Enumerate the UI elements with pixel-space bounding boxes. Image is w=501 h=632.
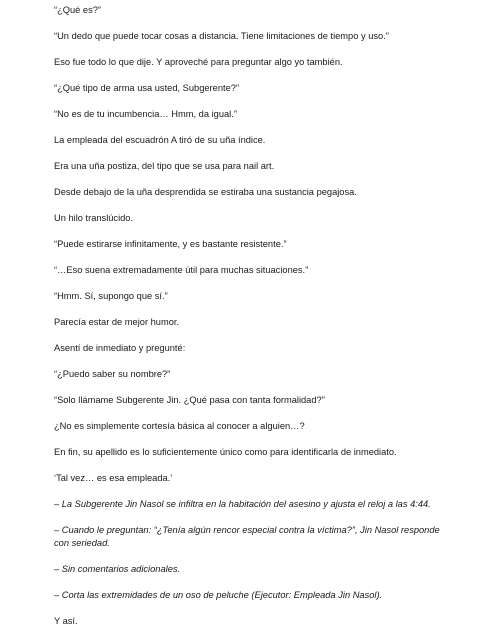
- italic-note: – Corta las extremidades de un oso de peluche (Ejecutor: Empleada Jin Nasol).: [54, 590, 383, 600]
- italic-note: – La Subgerente Jin Nasol se infiltra en la habitación del asesino y ajusta el reloj a las 4:44.: [54, 499, 431, 509]
- paragraph: La empleada del escuadrón A tiró de su uña índice.: [54, 135, 266, 145]
- paragraph: Y así.: [54, 616, 78, 626]
- paragraph: Un hilo translúcido.: [54, 213, 134, 223]
- paragraph: “¿Qué tipo de arma usa usted, Subgerente?”: [54, 83, 240, 93]
- paragraph: “¿Qué es?”: [54, 5, 102, 15]
- paragraph: “Puede estirarse infinitamente, y es bastante resistente.”: [54, 239, 287, 249]
- paragraph: Era una uña postiza, del tipo que se usa para nail art.: [54, 161, 275, 171]
- italic-note: – Sin comentarios adicionales.: [54, 564, 181, 574]
- paragraph: “No es de tu incumbencia… Hmm, da igual.”: [54, 109, 237, 119]
- paragraph: Desde debajo de la uña desprendida se estiraba una sustancia pegajosa.: [54, 187, 357, 197]
- paragraph: Asentí de inmediato y pregunté:: [54, 343, 186, 353]
- paragraph: ¿No es simplemente cortesía básica al conocer a alguien…?: [54, 421, 305, 431]
- paragraph: “Hmm. Sí, supongo que sí.”: [54, 291, 168, 301]
- paragraph: “…Eso suena extremadamente útil para muchas situaciones.”: [54, 265, 309, 275]
- paragraph: Parecía estar de mejor humor.: [54, 317, 180, 327]
- paragraph: ‘Tal vez… es esa empleada.’: [54, 473, 173, 483]
- paragraph: Eso fue todo lo que dije. Y aproveché para preguntar algo yo también.: [54, 57, 343, 67]
- paragraph: “Solo llámame Subgerente Jin. ¿Qué pasa con tanta formalidad?”: [54, 395, 325, 405]
- paragraph: En fin, su apellido es lo suficientemente único como para identificarla de inmediato.: [54, 447, 397, 457]
- paragraph: “¿Puedo saber su nombre?”: [54, 369, 171, 379]
- italic-note: – Cuando le preguntan: “¿Tenía algún rencor especial contra la víctima?”, Jin Nasol responde con seriedad.: [54, 525, 440, 548]
- paragraph: “Un dedo que puede tocar cosas a distancia. Tiene limitaciones de tiempo y uso.”: [54, 31, 389, 41]
